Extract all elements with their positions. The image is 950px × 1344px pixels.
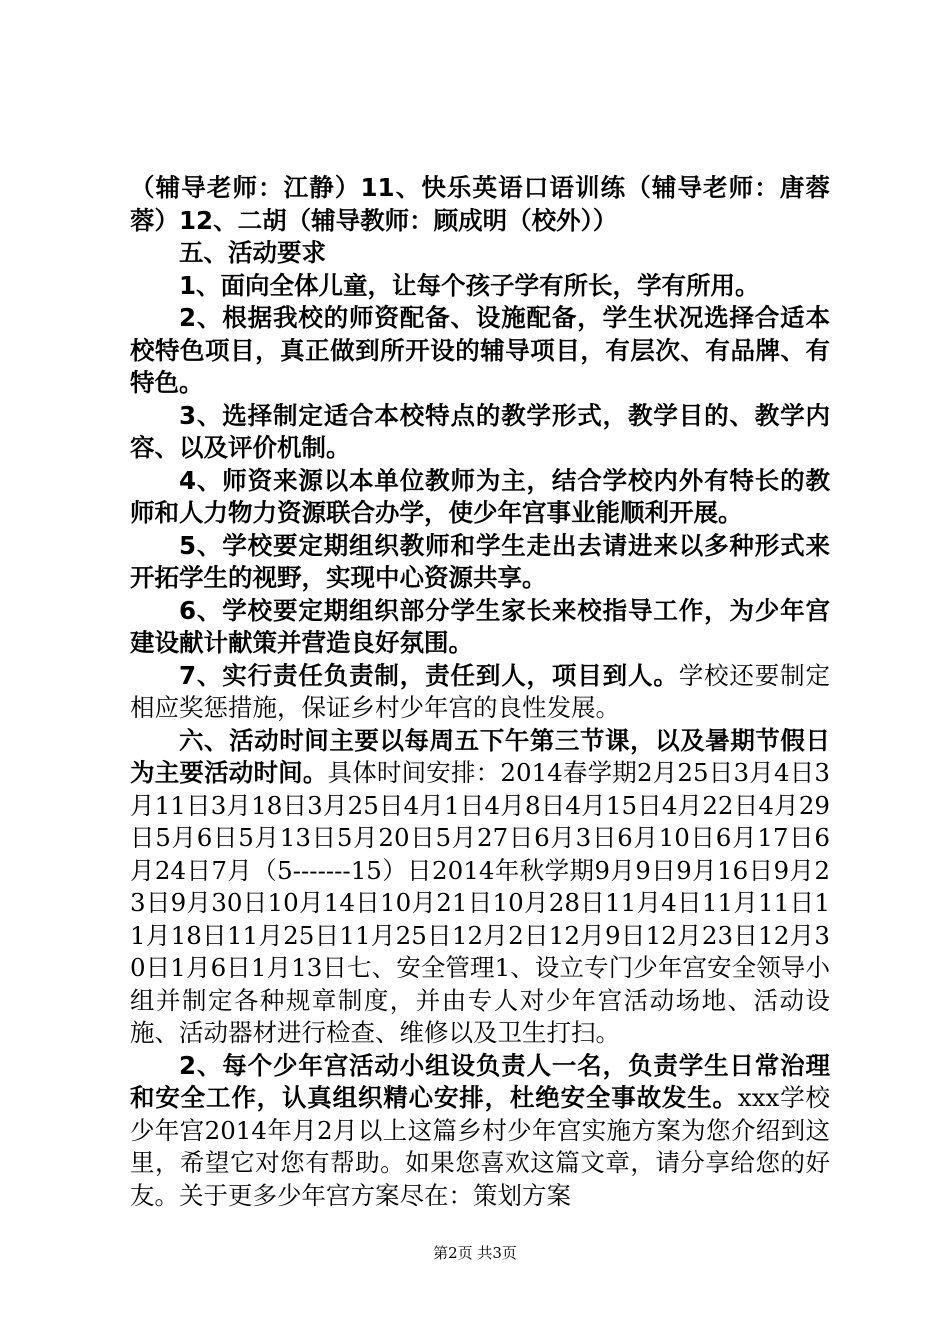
paragraph-requirement-3 [130, 400, 830, 465]
paragraph-requirement-6 [130, 595, 830, 660]
paragraph-text: 7、实行责任负责制，责任到人，项目到人。 [179, 660, 679, 690]
paragraph-text: 六、活动时间主要以每周五下午第三节课，以及暑期节假日为主要活动时间。 [130, 725, 830, 787]
paragraph-text-regular: xxx学校少年宫2014年月2月以上这篇乡村少年宫实施方案为您介绍到这里，希望它对您有帮助。如果您喜欢这篇文章，请分享给您的好友。关于更多少年宫方案尽在：策划方案 [130, 1083, 830, 1210]
paragraph-requirement-5 [130, 530, 830, 595]
paragraph-text: 五、活动要求 [179, 238, 326, 267]
paragraph-safety-management [130, 1050, 830, 1213]
paragraph-text: 4、师资来源以本单位教师为主，结合学校内外有特长的教师和人力物力资源联合办学，使少年宫事业能顺利开展。 [130, 465, 830, 527]
paragraph-text: 2、每个少年宫活动小组设负责人一名，负责学生日常治理和安全工作，认真组织精心安排，杜绝安全事故发生。 [130, 1050, 830, 1112]
paragraph-requirement-4 [130, 465, 830, 530]
paragraph-text: 3、选择制定适合本校特点的教学形式，教学目的、教学内容、以及评价机制。 [130, 400, 830, 462]
paragraph-tutor-list [130, 172, 830, 237]
paragraph-text-regular: 具体时间安排：2014春学期2月25日3月4日3月11日3月18日3月25日4月1日4月8日4月15日4月22日4月29日5月6日5月13日5月20日5月27日6月3日6月10日6月17日6月24日7月（5-------15）日2014年秋学期9月9日9月16日9月23日9月30日10月14日10月21日10月28日11月4日11月11日11月18日11月25日11月25日12月2日12月9日12月23日12月30日1月6日1月13日七、安全管理1、设立专门少年宫安全领导小组并制定各种规章制度，并由专人对少年宫活动场地、活动设施、活动器材进行检查、维修以及卫生打扫。 [130, 758, 831, 1047]
paragraph-text: 5、学校要定期组织教师和学生走出去请进来以多种形式来开拓学生的视野，实现中心资源共享。 [130, 530, 830, 592]
document-body [130, 172, 830, 1212]
page-number-footer: 第2页 共3页 [433, 1244, 517, 1262]
section-heading-requirements [130, 237, 830, 270]
paragraph-text: （辅导老师：江静）11、快乐英语口语训练（辅导老师：唐蓉蓉）12、二胡（辅导教师：顾成明（校外）） [130, 173, 830, 235]
paragraph-text: 6、学校要定期组织部分学生家长来校指导工作，为少年宫建设献计献策并营造良好氛围。 [130, 595, 830, 657]
paragraph-requirement-2 [130, 302, 830, 400]
paragraph-text-regular: 学校还要制定相应奖惩措施，保证乡村少年宫的良性发展。 [130, 660, 831, 722]
paragraph-requirement-7 [130, 660, 830, 725]
paragraph-text: 1、面向全体儿童，让每个孩子学有所长，学有所用。 [179, 270, 760, 300]
paragraph-activity-schedule [130, 725, 830, 1050]
paragraph-text: 2、根据我校的师资配备、设施配备，学生状况选择合适本校特色项目，真正做到所开设的辅导项目，有层次、有品牌、有特色。 [130, 303, 830, 397]
paragraph-requirement-1 [130, 270, 830, 303]
